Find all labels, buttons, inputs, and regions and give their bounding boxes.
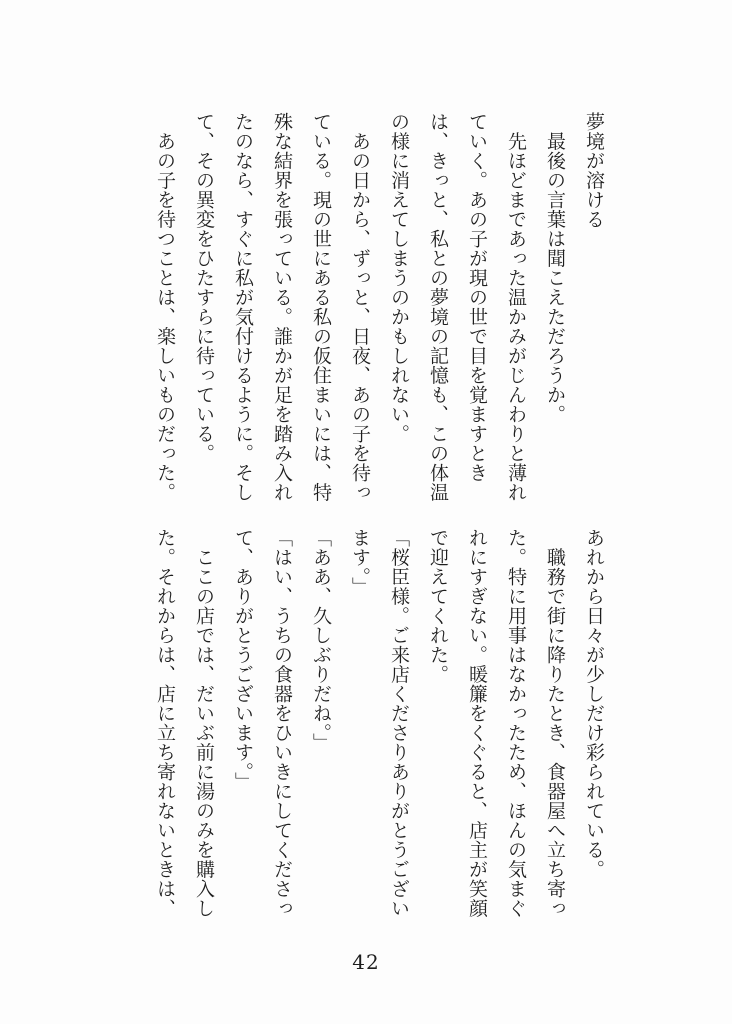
text-column: たのなら、すぐに私が気付けるように。そし [232,112,254,502]
text-column: あれから日々が少しだけ彩られている。 [583,528,605,879]
page-number: 42 [352,950,380,974]
text-column: で迎えてくれた。 [427,528,449,684]
text-column: あの日から、ずっと、日夜、あの子を待っ [349,112,371,502]
text-column: 殊な結界を張っている。誰かが足を踏み入れ [271,112,293,502]
dialogue-column: 「ああ、久しぶりだね。」 [310,528,332,753]
text-column: た。それからは、店に立ち寄れないときは、 [154,528,176,918]
text-column: 最後の言葉は聞こえただろうか。 [544,112,566,424]
dialogue-column: 「はい、うちの食器をひいきにしてくださっ [271,528,293,918]
text-column: ここの店では、だいぶ前に湯のみを購入し [193,528,215,918]
text-column: た。特に用事はなかったため、ほんの気まぐ [505,528,527,918]
text-column: 先ほどまであった温かみがじんわりと薄れ [505,112,527,502]
text-column: の様に消えてしまうのかもしれない。 [388,112,410,444]
dialogue-column: ます。」 [349,528,371,597]
text-column: ている。現の世にある私の仮住まいには、特 [310,112,332,502]
text-column: は、きっと、私との夢境の記憶も、この体温 [427,112,449,502]
text-column: 職務で街に降りたとき、食器屋へ立ち寄っ [544,528,566,918]
dialogue-column: 「桜臣様。ご来店くださりありがとうござい [388,528,410,918]
text-column: れにすぎない。暖簾をくぐると、店主が笑顔 [466,528,488,918]
chapter-title: 夢境が溶ける [583,112,605,229]
text-column: ていく。あの子が現の世で目を覚ますとき [466,112,488,483]
text-column: て、その異変をひたすらに待っている。 [193,112,215,463]
dialogue-column: て、ありがとうございます。」 [232,528,254,792]
text-column: あの子を待つことは、楽しいものだった。 [154,112,176,502]
